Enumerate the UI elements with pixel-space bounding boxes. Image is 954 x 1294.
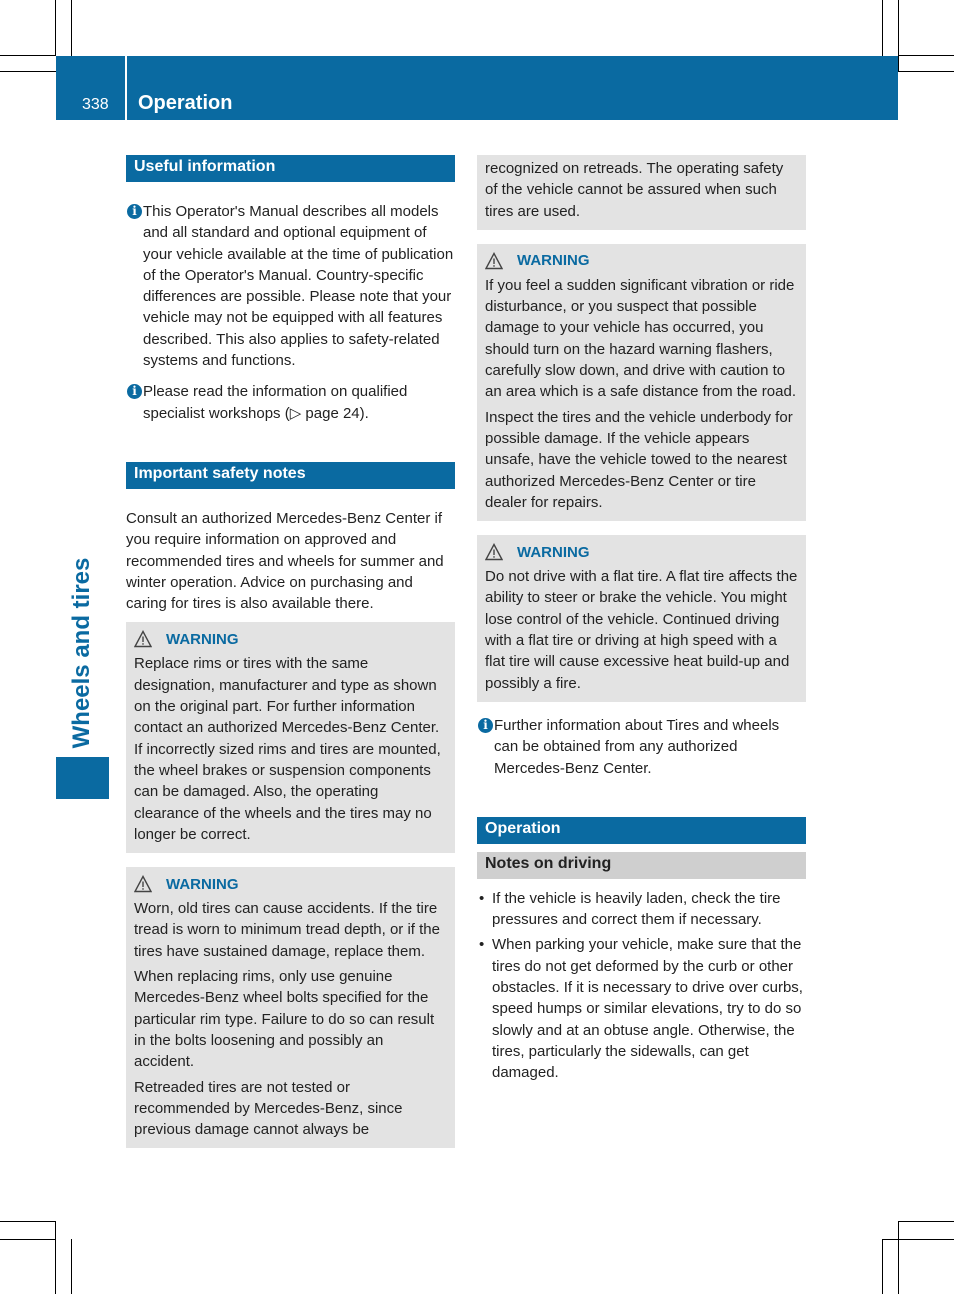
warning-heading — [134, 628, 447, 650]
warning-box — [477, 535, 806, 702]
warning-box — [126, 867, 455, 1148]
side-tab-marker — [56, 757, 109, 799]
warning-text: Retreaded tires are not tested or recommended by Mercedes-Benz, since previous damage cannot always be — [134, 1078, 403, 1139]
crop-mark — [71, 0, 72, 56]
warning-text: Inspect the tires and the vehicle underbody for possible damage. If the vehicle appears unsafe, have the vehicle towed to the nearest authorized Mercedes-Benz Center or tire dealer for repairs. — [485, 408, 793, 511]
warning-text: Replace rims or tires with the same designation, manufacturer and type as shown on the original part. For further information contact an authorized Mercedes-Benz Center. If incorrectly sized rims and tires are mounted, the wheel brakes or suspension components can be damaged. Also, the operating clearance of the wheels and the tires may no longer be correct. — [134, 655, 441, 843]
warning-text: When replacing rims, only use genuine Mercedes-Benz wheel bolts specified for the particular rim type. Failure to do so can result in the bolts loosening and possibly an accident. — [134, 968, 435, 1071]
info-note — [477, 715, 806, 779]
info-note-text: Please read the information on qualified specialist workshops (▷ page 24). — [143, 383, 408, 422]
crop-mark — [882, 0, 883, 56]
crop-mark — [0, 55, 56, 56]
warning-label: WARNING — [166, 630, 239, 648]
crop-mark — [55, 1221, 56, 1294]
warning-box — [477, 244, 806, 521]
crop-mark — [0, 1221, 56, 1222]
list-item-text: When parking your vehicle, make sure that the tires do not get deformed by the curb or other obstacles. If it is necessary to drive over curbs, speed humps or similar elevations, try to do so slowly and at an obtuse angle. Otherwise, the tires, particularly the sidewalls, can get damaged. — [492, 936, 803, 1082]
safety-intro-text: Consult an authorized Mercedes-Benz Center if you require information on approved and recommended tires and wheels for summer and winter operation. Advice on purchasing and caring for tires is also available there. — [126, 509, 444, 613]
info-icon: i — [127, 384, 142, 399]
list-item-text: If the vehicle is heavily laden, check the tire pressures and correct them if necessary. — [492, 889, 781, 929]
info-note — [126, 201, 455, 371]
driving-notes-list — [477, 888, 806, 1084]
crop-mark — [882, 1239, 883, 1294]
subsection-heading-notes-on-driving: Notes on driving — [477, 852, 806, 879]
crop-mark — [898, 71, 954, 72]
warning-heading — [134, 873, 447, 895]
info-icon: i — [478, 718, 493, 733]
warning-label: WARNING — [517, 543, 590, 561]
header-divider — [125, 56, 127, 120]
side-tab-label: Wheels and tires — [68, 557, 95, 749]
left-column — [126, 155, 455, 1148]
warning-text: recognized on retreads. The operating safety of the vehicle cannot be assured when such tires are used. — [485, 160, 784, 220]
crop-mark — [0, 71, 56, 72]
crop-mark — [882, 1239, 954, 1240]
section-heading-important-safety-notes: Important safety notes — [126, 462, 455, 489]
section-heading-operation: Operation — [477, 817, 806, 844]
warning-triangle-icon — [134, 630, 152, 648]
crop-mark — [898, 1221, 899, 1294]
warning-text: Do not drive with a flat tire. A flat tire affects the ability to steer or brake the vehicle. You might lose control of the vehicle. Continued driving with a flat tire or driving at high speed with a flat tire will cause excessive heat build-up and possibly a fire. — [485, 568, 798, 692]
info-note — [126, 381, 455, 424]
right-column — [477, 155, 806, 1084]
warning-heading — [485, 250, 798, 272]
crop-mark — [898, 1221, 954, 1222]
crop-mark — [71, 1239, 72, 1294]
warning-triangle-icon — [485, 543, 503, 561]
page-number: 338 — [82, 96, 109, 113]
page-title: Operation — [138, 92, 233, 114]
warning-text: If you feel a sudden significant vibration or ride disturbance, or you suspect that possible damage to your vehicle has occurred, you should turn on the hazard warning flashers, carefully slow down, and drive with caution to an area which is a safe distance from the road. — [485, 276, 797, 401]
section-heading-useful-information: Useful information — [126, 155, 455, 182]
list-item: • When parking your vehicle, make sure that the tires do not get deformed by the curb or other obstacles. If it is necessary to drive over curbs, speed humps or similar elevations, try to do so slowly and at an obtuse angle. Otherwise, the tires, particularly the sidewalls, can get damaged. — [479, 936, 803, 1082]
crop-mark — [898, 55, 954, 56]
warning-triangle-icon — [134, 875, 152, 893]
list-item: • If the vehicle is heavily laden, check the tire pressures and correct them if necessary. — [479, 889, 781, 929]
info-note-text: Further information about Tires and wheels can be obtained from any authorized Mercedes-Benz Center. — [494, 716, 780, 777]
warning-triangle-icon — [485, 252, 503, 270]
warning-box-continued — [477, 155, 806, 230]
warning-label: WARNING — [517, 252, 590, 270]
info-icon: i — [127, 204, 142, 219]
crop-mark — [0, 1239, 56, 1240]
warning-label: WARNING — [166, 875, 239, 893]
warning-text: Worn, old tires can cause accidents. If the tire tread is worn to minimum tread depth, or if the tires have sustained damage, replace them. — [134, 900, 440, 960]
warning-box — [126, 622, 455, 853]
crop-mark — [55, 0, 56, 56]
warning-heading — [485, 541, 798, 563]
info-note-text: This Operator's Manual describes all models and all standard and optional equipment of your vehicle available at the time of publication of the Operator's Manual. Country-specific differences are possible. Please note that your vehicle may not be equipped with all features described. This also applies to safety-related systems and functions. — [143, 203, 454, 370]
crop-mark — [898, 0, 899, 72]
